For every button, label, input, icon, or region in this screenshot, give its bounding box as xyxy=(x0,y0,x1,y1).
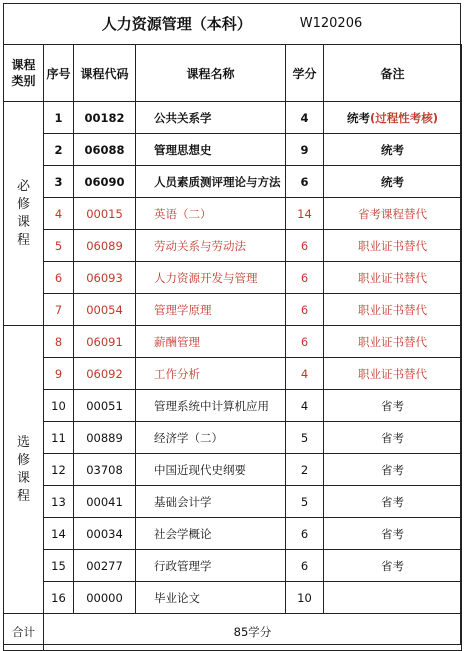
row-name: 行政管理学 xyxy=(136,550,286,582)
header-remark: 备注 xyxy=(324,45,462,102)
row-credit: 6 xyxy=(286,262,324,294)
row-credit: 6 xyxy=(286,550,324,582)
row-no: 11 xyxy=(44,422,74,454)
category-char: 课 xyxy=(16,470,30,486)
row-no: 6 xyxy=(44,262,74,294)
row-code: 06093 xyxy=(74,262,136,294)
total-value: 85学分 xyxy=(44,614,462,651)
row-remark: 职业证书替代 xyxy=(324,326,462,358)
row-credit: 14 xyxy=(286,198,324,230)
row-no: 2 xyxy=(44,134,74,166)
row-code: 00015 xyxy=(74,198,136,230)
row-no: 3 xyxy=(44,166,74,198)
row-code: 00034 xyxy=(74,518,136,550)
category-required xyxy=(4,102,44,326)
row-remark xyxy=(324,230,462,262)
row-credit: 4 xyxy=(286,390,324,422)
row-remark xyxy=(324,582,462,614)
category-char: 选 xyxy=(16,434,30,450)
row-code: 00182 xyxy=(74,102,136,134)
row-remark: 职业证书替代 xyxy=(324,358,462,390)
header-code: 课程代码 xyxy=(74,45,136,102)
row-remark: 省考 xyxy=(324,486,462,518)
remark-text: 职业证书替代 xyxy=(358,302,427,317)
row-credit: 9 xyxy=(286,134,324,166)
row-no: 7 xyxy=(44,294,74,326)
row-name: 人员素质测评理论与方法 xyxy=(136,166,286,198)
row-no: 13 xyxy=(44,486,74,518)
row-credit: 4 xyxy=(286,102,324,134)
table-row xyxy=(4,198,462,230)
row-name: 工作分析 xyxy=(136,358,286,390)
row-name: 薪酬管理 xyxy=(136,326,286,358)
row-name: 经济学（二） xyxy=(136,422,286,454)
table-row xyxy=(4,486,462,518)
row-code: 06092 xyxy=(74,358,136,390)
row-name: 人力资源开发与管理 xyxy=(136,262,286,294)
remark-extra: (过程性考核) xyxy=(369,110,438,125)
row-credit: 4 xyxy=(286,358,324,390)
row-code: 00277 xyxy=(74,550,136,582)
course-table xyxy=(3,44,462,651)
total-row xyxy=(4,614,462,651)
row-remark: 省考 xyxy=(324,454,462,486)
row-remark: 省考 xyxy=(324,390,462,422)
row-name: 中国近现代史纲要 xyxy=(136,454,286,486)
row-code: 00051 xyxy=(74,390,136,422)
row-no: 15 xyxy=(44,550,74,582)
row-no: 12 xyxy=(44,454,74,486)
remark-text: 统考 xyxy=(381,174,404,189)
remark-text: 省考课程替代 xyxy=(358,206,427,221)
row-code: 00889 xyxy=(74,422,136,454)
row-code: 00041 xyxy=(74,486,136,518)
header-no: 序号 xyxy=(44,45,74,102)
row-remark xyxy=(324,134,462,166)
table-row xyxy=(4,550,462,582)
row-no: 5 xyxy=(44,230,74,262)
row-no: 1 xyxy=(44,102,74,134)
row-code: 06091 xyxy=(74,326,136,358)
category-char: 程 xyxy=(16,232,30,248)
row-name: 公共关系学 xyxy=(136,102,286,134)
row-remark xyxy=(324,198,462,230)
row-credit: 6 xyxy=(286,230,324,262)
table-row xyxy=(4,454,462,486)
title-text: 人力资源管理（本科） xyxy=(101,15,252,33)
table-row xyxy=(4,326,462,358)
table-row xyxy=(4,134,462,166)
table-row xyxy=(4,582,462,614)
total-label: 合计 xyxy=(4,614,44,651)
table-row xyxy=(4,294,462,326)
row-remark: 省考 xyxy=(324,518,462,550)
row-name: 管理系统中计算机应用 xyxy=(136,390,286,422)
row-credit: 6 xyxy=(286,326,324,358)
row-credit: 10 xyxy=(286,582,324,614)
header-row xyxy=(4,45,462,102)
remark-text: 统考 xyxy=(346,110,370,125)
row-remark xyxy=(324,102,462,134)
row-no: 9 xyxy=(44,358,74,390)
header-category: 课程类别 xyxy=(4,45,44,102)
table-row xyxy=(4,166,462,198)
row-remark xyxy=(324,294,462,326)
header-credit: 学分 xyxy=(286,45,324,102)
category-char: 修 xyxy=(16,452,30,468)
table-row xyxy=(4,518,462,550)
category-char: 必 xyxy=(16,178,30,194)
row-code: 00054 xyxy=(74,294,136,326)
row-name: 劳动关系与劳动法 xyxy=(136,230,286,262)
row-no: 8 xyxy=(44,326,74,358)
category-char: 修 xyxy=(16,196,30,212)
row-credit: 5 xyxy=(286,486,324,518)
row-credit: 6 xyxy=(286,518,324,550)
row-no: 16 xyxy=(44,582,74,614)
row-code: 03708 xyxy=(74,454,136,486)
row-remark: 省考 xyxy=(324,550,462,582)
table-row xyxy=(4,230,462,262)
row-remark xyxy=(324,262,462,294)
row-no: 4 xyxy=(44,198,74,230)
header-name: 课程名称 xyxy=(136,45,286,102)
table-row xyxy=(4,262,462,294)
remark-text: 职业证书替代 xyxy=(358,238,427,253)
row-code: 06088 xyxy=(74,134,136,166)
row-name: 英语（二） xyxy=(136,198,286,230)
row-credit: 5 xyxy=(286,422,324,454)
row-credit: 2 xyxy=(286,454,324,486)
row-name: 管理学原理 xyxy=(136,294,286,326)
category-char: 程 xyxy=(16,488,30,504)
row-name: 毕业论文 xyxy=(136,582,286,614)
table-row xyxy=(4,358,462,390)
category-char: 课 xyxy=(16,214,30,230)
row-credit: 6 xyxy=(286,166,324,198)
row-credit: 6 xyxy=(286,294,324,326)
row-code: 06090 xyxy=(74,166,136,198)
row-no: 14 xyxy=(44,518,74,550)
row-code: 00000 xyxy=(74,582,136,614)
row-remark: 省考 xyxy=(324,422,462,454)
row-name: 社会学概论 xyxy=(136,518,286,550)
row-name: 基础会计学 xyxy=(136,486,286,518)
row-remark xyxy=(324,166,462,198)
table-row xyxy=(4,102,462,134)
table-row xyxy=(4,390,462,422)
row-name: 管理思想史 xyxy=(136,134,286,166)
row-code: 06089 xyxy=(74,230,136,262)
row-no: 10 xyxy=(44,390,74,422)
table-row xyxy=(4,422,462,454)
remark-text: 统考 xyxy=(381,142,404,157)
program-code: W120206 xyxy=(299,16,363,31)
remark-text: 职业证书替代 xyxy=(358,270,427,285)
table-title xyxy=(3,3,461,45)
category-elective xyxy=(4,326,44,614)
